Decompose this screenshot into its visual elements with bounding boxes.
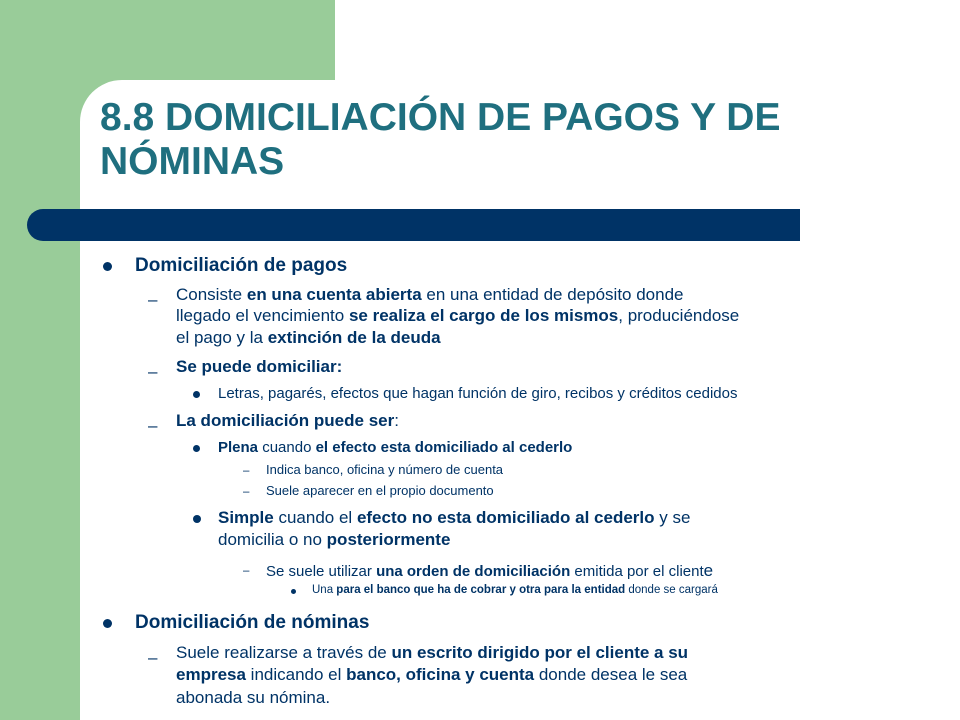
se-puede-domiciliar: Se puede domiciliar: bbox=[176, 357, 343, 376]
consiste-line-2: llegado el vencimiento se realiza el cargo de los mismos, produciéndose bbox=[176, 306, 740, 325]
suele-line-3: abonada su nómina. bbox=[176, 688, 331, 707]
dash-icon: – bbox=[243, 565, 250, 577]
suele-line-2: empresa indicando el banco, oficina y cuenta donde desea le sea bbox=[176, 665, 688, 684]
bullet-icon bbox=[291, 589, 296, 594]
consiste-line-3: el pago y la extinción de la deuda bbox=[176, 328, 441, 347]
bullet-icon bbox=[103, 619, 112, 628]
dash-icon: – bbox=[243, 465, 250, 477]
consiste-line-1: Consiste en una cuenta abierta en una entidad de depósito donde bbox=[176, 285, 684, 304]
indica-item: Indica banco, oficina y número de cuenta bbox=[266, 462, 504, 477]
bullet-icon bbox=[193, 391, 200, 398]
dash-icon: – bbox=[148, 648, 158, 667]
bullet-icon bbox=[193, 515, 201, 523]
section-heading-pagos: Domiciliación de pagos bbox=[135, 255, 348, 276]
dash-icon: – bbox=[243, 486, 250, 498]
letras-item: Letras, pagarés, efectos que hagan función de giro, recibos y créditos cedidos bbox=[218, 385, 738, 402]
simple-line-2: domicilia o no posteriormente bbox=[218, 530, 451, 549]
simple-line-1: Simple cuando el efecto no esta domiciliado al cederlo y se bbox=[218, 508, 691, 527]
suele-aparecer-item: Suele aparecer en el propio documento bbox=[266, 483, 494, 498]
dash-icon: – bbox=[148, 416, 158, 435]
dash-icon: – bbox=[148, 362, 158, 381]
plena-item: Plena cuando el efecto esta domiciliado al cederlo bbox=[218, 439, 573, 456]
dash-icon: – bbox=[148, 290, 158, 309]
orden-item: Se suele utilizar una orden de domiciliación emitida por el cliente bbox=[266, 561, 714, 580]
suele-line-1: Suele realizarse a través de un escrito dirigido por el cliente a su bbox=[176, 643, 689, 662]
slide-title: 8.8 DOMICILIACIÓN DE PAGOS Y DE NÓMINAS bbox=[100, 96, 781, 183]
puede-ser: La domiciliación puede ser: bbox=[176, 411, 399, 430]
section-heading-nominas: Domiciliación de nóminas bbox=[135, 612, 370, 633]
bullet-icon bbox=[193, 445, 200, 452]
bullet-icon bbox=[103, 262, 112, 271]
una-para-item: Una para el banco que ha de cobrar y otra para la entidad donde se cargará bbox=[312, 584, 718, 596]
